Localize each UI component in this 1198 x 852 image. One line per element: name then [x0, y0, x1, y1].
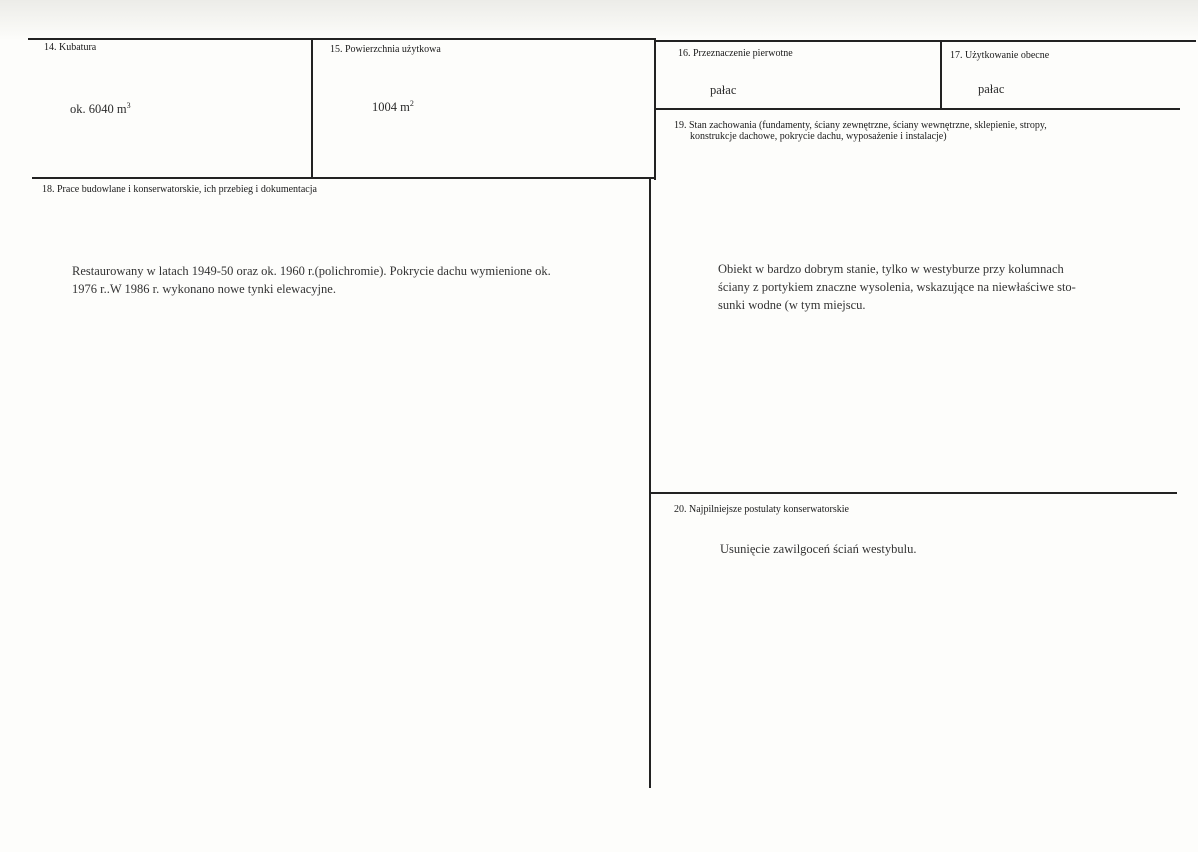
field-15-unit-sup: 2	[409, 98, 414, 108]
field-15-value-text: 1004 m	[372, 100, 410, 114]
divider-left-right-lower	[649, 178, 651, 788]
divider-16-17	[940, 40, 942, 108]
row-divider-left	[32, 177, 654, 179]
field-17-value: pałac	[978, 82, 1005, 96]
field-19-label-line-2: konstrukcje dachowe, pokrycie dachu, wyposażenie i instalacje)	[690, 131, 947, 142]
scan-top-edge	[0, 0, 1198, 40]
top-border-right	[656, 40, 1196, 42]
field-18-label: 18. Prace budowlane i konserwatorskie, ich przebieg i dokumentacja	[42, 184, 317, 195]
field-17-label: 17. Użytkowanie obecne	[950, 50, 1050, 61]
field-14-label: 14. Kubatura	[44, 42, 97, 53]
field-19-line-1: Obiekt w bardzo dobrym stanie, tylko w westyburze przy kolumnach	[718, 262, 1064, 276]
field-16-label: 16. Przeznaczenie pierwotne	[678, 48, 793, 59]
divider-14-15	[311, 38, 313, 178]
field-19-label	[674, 120, 1047, 142]
field-18-line-2: 1976 r..W 1986 r. wykonano nowe tynki elewacyjne.	[72, 282, 336, 296]
field-16-value: pałac	[710, 83, 737, 97]
field-20-label: 20. Najpilniejsze postulaty konserwatorskie	[674, 504, 849, 515]
field-19-label-line-1: 19. Stan zachowania (fundamenty, ściany zewnętrzne, ściany wewnętrzne, sklepienie, stropy,	[674, 120, 1047, 131]
divider-19-20	[651, 492, 1177, 494]
field-14-value	[70, 102, 131, 117]
row-divider-right	[656, 108, 1180, 110]
field-20-value: Usunięcie zawilgoceń ściań westybulu.	[720, 542, 917, 556]
field-19-line-2: ściany z portykiem znaczne wysolenia, wskazujące na niewłaściwe sto-	[718, 280, 1076, 294]
top-border-left	[28, 38, 656, 40]
field-18-line-1: Restaurowany w latach 1949-50 oraz ok. 1960 r.(polichromie). Pokrycie dachu wymienione ok.	[72, 264, 551, 278]
field-19-text	[718, 260, 1158, 314]
field-18-text	[72, 262, 642, 298]
field-15-value	[372, 100, 414, 115]
field-14-value-text: ok. 6040 m	[70, 102, 127, 116]
field-19-line-3: sunki wodne (w tym miejscu.	[718, 298, 866, 312]
field-14-unit-sup: 3	[126, 100, 131, 110]
field-15-label: 15. Powierzchnia użytkowa	[330, 44, 441, 55]
